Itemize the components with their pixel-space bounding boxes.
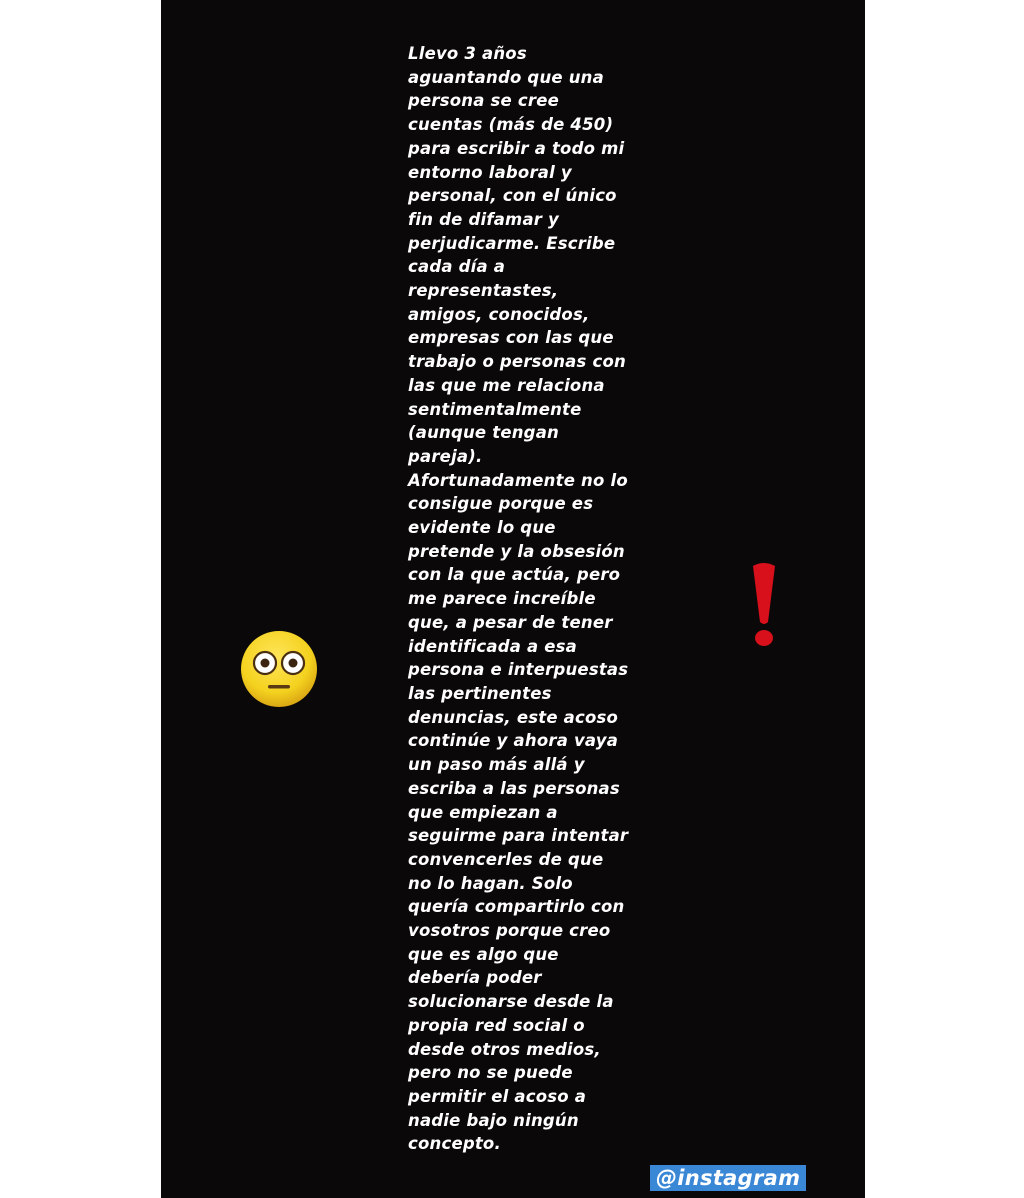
red-exclamation-icon (749, 560, 779, 650)
story-text-line: permitir el acoso a (408, 1086, 587, 1106)
story-text-line: perjudicarme. Escribe (408, 233, 616, 253)
story-text-line: un paso más allá y (408, 755, 585, 775)
story-text-line: empresas con las que (408, 328, 614, 348)
story-text-line: concepto. (408, 1134, 501, 1154)
story-text-line: Afortunadamente no lo (408, 470, 628, 490)
story-text-line: las que me relaciona (408, 375, 605, 395)
story-text-line: que, a pesar de tener (408, 612, 613, 632)
story-text-line: me parece increíble (408, 589, 596, 609)
story-text-line: trabajo o personas con (408, 352, 626, 372)
story-text-line: persona e interpuestas (408, 660, 629, 680)
story-text-line: solucionarse desde la (408, 992, 614, 1012)
story-text-line: identificada a esa (408, 636, 578, 656)
story-text-line: escriba a las personas (408, 778, 620, 798)
story-text-line: sentimentalmente (408, 399, 582, 419)
story-text-line: cuentas (más de 450) (408, 115, 614, 135)
flushed-face-emoji-icon (240, 630, 318, 708)
story-text-line: representastes, (408, 281, 559, 301)
story-text (408, 42, 654, 1156)
story-text-line: vosotros porque creo (408, 921, 611, 941)
story-text-line: nadie bajo ningún (408, 1110, 579, 1130)
story-text-line: quería compartirlo con (408, 897, 625, 917)
story-text-line: Llevo 3 años (408, 44, 527, 63)
story-text-line: desde otros medios, (408, 1039, 601, 1059)
story-text-line: propia red social o (408, 1015, 585, 1035)
story-text-line: consigue porque es (408, 494, 594, 514)
story-text-line: personal, con el único (408, 186, 617, 206)
story-text-line: no lo hagan. Solo (408, 873, 573, 893)
story-text-line: evidente lo que (408, 518, 556, 538)
story-text-line: para escribir a todo mi (408, 138, 625, 158)
instagram-handle-badge: @instagram (650, 1165, 806, 1191)
story-text-line: las pertinentes (408, 683, 552, 703)
story-text-line: que es algo que (408, 944, 559, 964)
story-text-line: seguirme para intentar (408, 826, 629, 846)
story-text-line: continúe y ahora vaya (408, 731, 619, 751)
story-text-line: convencerles de que (408, 849, 604, 869)
story-text-line: fin de difamar y (408, 209, 560, 229)
story-text-line: pretende y la obsesión (408, 541, 625, 561)
story-text-line: (aunque tengan (408, 423, 559, 443)
story-text-line: con la que actúa, pero (408, 565, 621, 585)
story-text-line: pero no se puede (408, 1063, 573, 1083)
story-text-line: amigos, conocidos, (408, 304, 590, 324)
story-text-line: que empiezan a (408, 802, 558, 822)
story-text-line: persona se cree (408, 91, 559, 111)
story-text-line: pareja). (408, 446, 483, 466)
story-text-line: aguantando que una (408, 67, 604, 87)
story-text-line: debería poder (408, 968, 542, 988)
story-text-line: cada día a (408, 257, 506, 277)
story-frame (161, 0, 865, 1198)
story-text-line: entorno laboral y (408, 162, 572, 182)
story-text-line: denuncias, este acoso (408, 707, 619, 727)
